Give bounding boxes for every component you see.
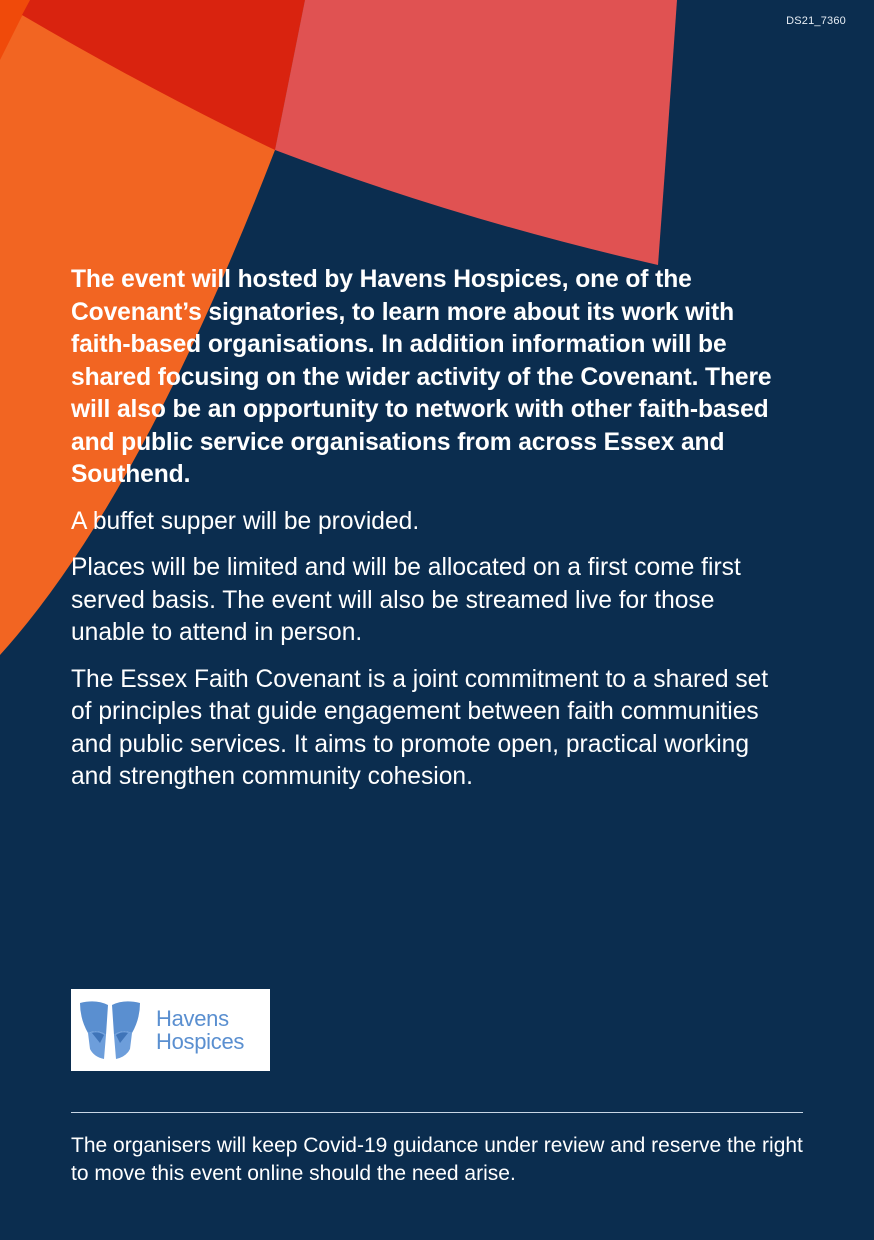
document-id-code: DS21_7360 bbox=[786, 15, 846, 27]
main-content bbox=[71, 264, 791, 808]
logo-wordmark bbox=[156, 1007, 244, 1053]
logo-line-2: Hospices bbox=[156, 1029, 245, 1054]
covenant-paragraph: The Essex Faith Covenant is a joint commitment to a shared set of principles that guide engagement between faith communities and public services. It aims to promote open, practical working and strengthen community cohesion. bbox=[71, 665, 769, 790]
lead-paragraph: The event will hosted by Havens Hospices, one of the Covenant’s signatories, to learn more about its work with faith-based organisations. In addition information will be shared focusing on the wider activity of the Covenant. There will also be an opportunity to network with other faith-based and public service organisations from across Essex and Southend. bbox=[71, 266, 772, 488]
footer-divider bbox=[71, 1112, 803, 1113]
coral-shape bbox=[275, 0, 677, 265]
covid-note: The organisers will keep Covid-19 guidance under review and reserve the right to move this event online should the need arise. bbox=[71, 1134, 803, 1185]
places-paragraph: Places will be limited and will be allocated on a first come first served basis. The event will also be streamed live for those unable to attend in person. bbox=[71, 554, 741, 646]
havens-hospices-logo bbox=[71, 989, 270, 1071]
butterfly-icon bbox=[74, 995, 146, 1065]
buffet-paragraph: A buffet supper will be provided. bbox=[71, 507, 420, 535]
logo-line-1: Havens bbox=[156, 1006, 229, 1031]
